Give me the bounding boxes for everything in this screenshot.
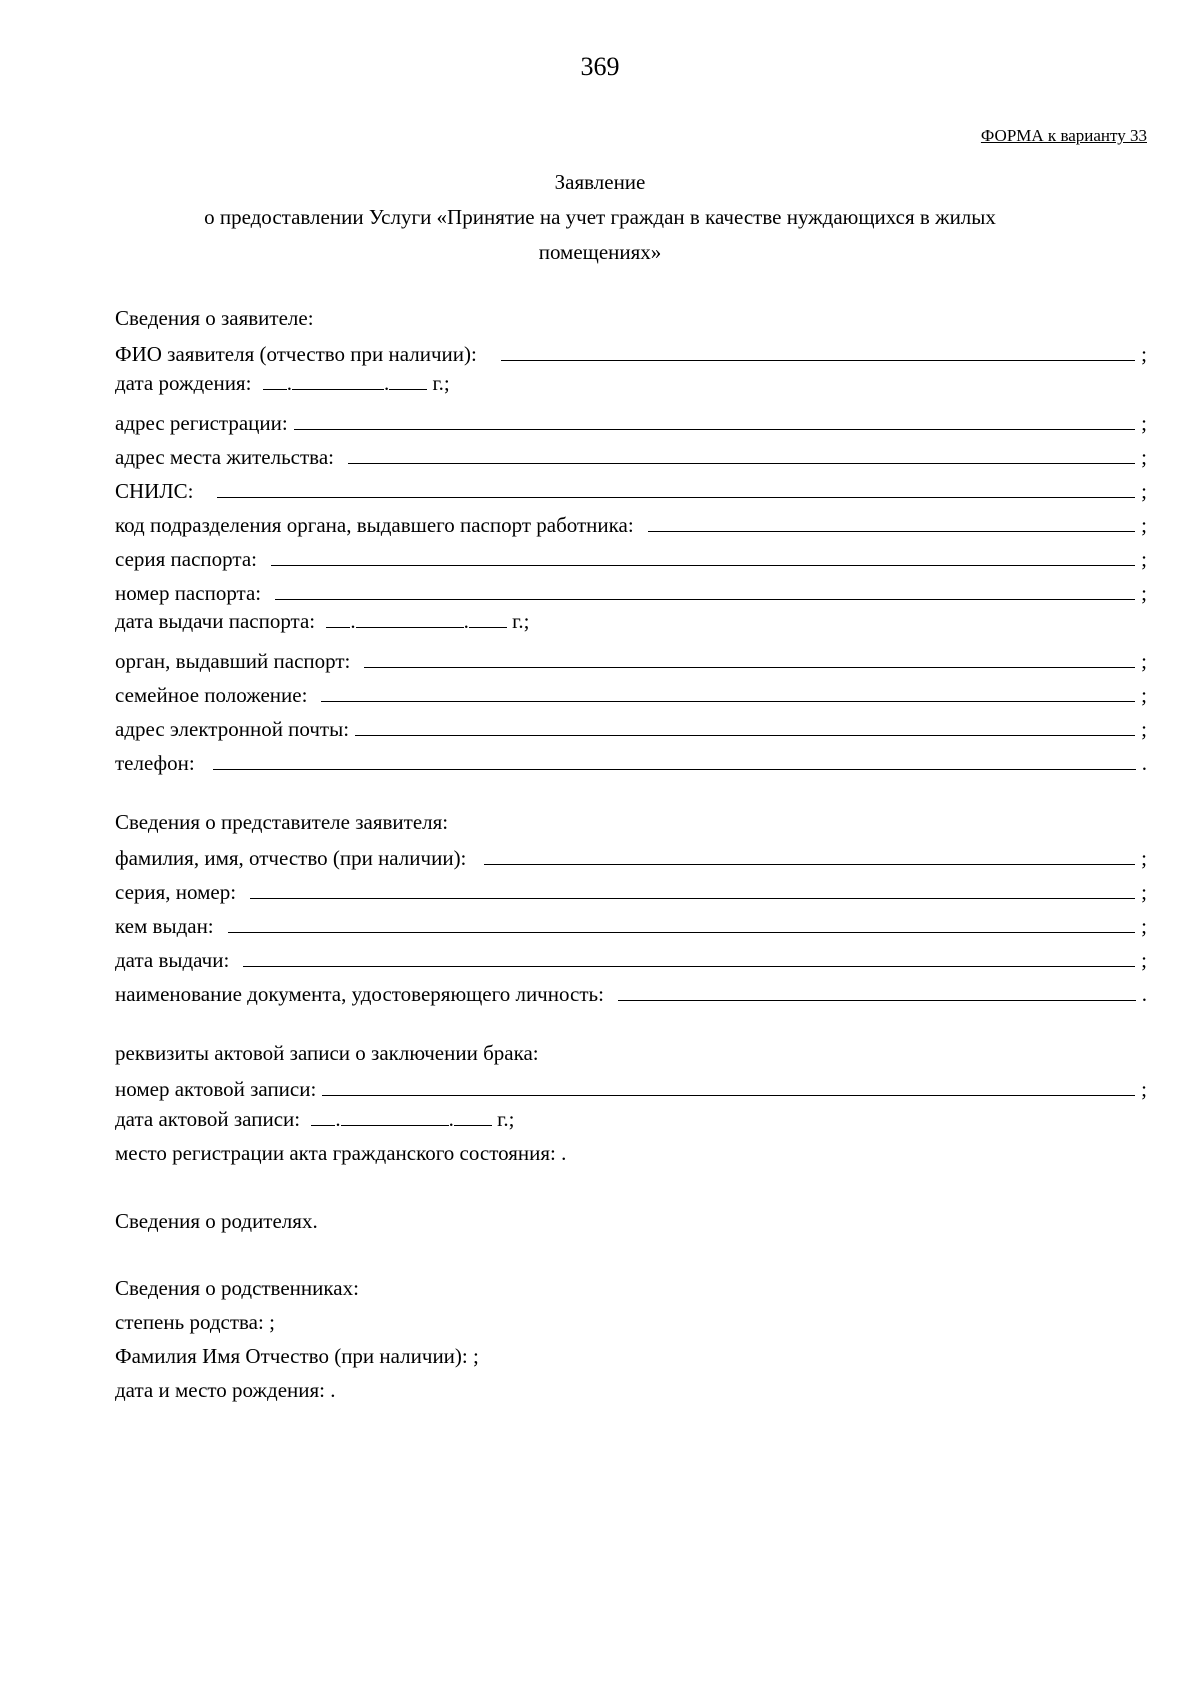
marriage-heading: реквизиты актовой записи о заключении брака:	[115, 1041, 539, 1065]
email-field[interactable]	[115, 705, 1147, 742]
year-blank[interactable]	[469, 626, 507, 628]
terminator: ;	[1141, 880, 1147, 904]
dot: .	[335, 1107, 341, 1131]
document-subtitle: о предоставлении Услуги «Принятие на учет граждан в качестве нуждающихся в жилых	[204, 205, 996, 229]
passport-series-field[interactable]	[115, 535, 1147, 572]
year-suffix: г.;	[432, 371, 450, 395]
live-address-blank[interactable]	[348, 462, 1135, 464]
passport-series-blank[interactable]	[271, 564, 1135, 566]
representative-heading: Сведения о представителе заявителя:	[115, 810, 449, 834]
terminator: ;	[1141, 445, 1147, 469]
snils-field[interactable]	[115, 467, 1147, 504]
division-code-field[interactable]	[115, 501, 1147, 538]
division-code-label: код подразделения органа, выдавшего паспорт работника:	[115, 513, 634, 537]
day-blank[interactable]	[326, 626, 350, 628]
month-blank[interactable]	[341, 1124, 449, 1126]
rep-fio-field[interactable]	[115, 834, 1147, 871]
terminator: ;	[1141, 1077, 1147, 1101]
passport-issuer-blank[interactable]	[364, 666, 1135, 668]
month-blank[interactable]	[356, 626, 464, 628]
reg-address-field[interactable]	[115, 399, 1147, 436]
birth-date-field[interactable]	[115, 371, 450, 396]
passport-number-label: номер паспорта:	[115, 581, 262, 605]
passport-issuer-label: орган, выдавший паспорт:	[115, 649, 351, 673]
terminator: ;	[1141, 411, 1147, 435]
rep-issuer-blank[interactable]	[228, 931, 1136, 933]
record-number-blank[interactable]	[322, 1094, 1135, 1096]
dot: .	[350, 609, 356, 633]
phone-field[interactable]	[115, 739, 1147, 776]
relatives-birth: дата и место рождения: .	[115, 1378, 336, 1402]
terminator: ;	[1141, 846, 1147, 870]
dot: .	[383, 371, 390, 395]
month-blank[interactable]	[292, 388, 384, 390]
reg-address-blank[interactable]	[294, 428, 1135, 430]
marital-status-blank[interactable]	[321, 700, 1135, 702]
terminator: ;	[1141, 547, 1147, 571]
email-label: адрес электронной почты:	[115, 717, 350, 741]
terminator: ;	[1141, 914, 1147, 938]
registration-place: место регистрации акта гражданского состояния: .	[115, 1141, 567, 1165]
record-date-field[interactable]	[115, 1107, 514, 1132]
rep-series-label: серия, номер:	[115, 880, 237, 904]
rep-doc-field[interactable]	[115, 970, 1147, 1007]
relatives-fio: Фамилия Имя Отчество (при наличии): ;	[115, 1344, 479, 1368]
document-subtitle-cont: помещениях»	[538, 240, 662, 264]
terminator: ;	[1141, 683, 1147, 707]
rep-doc-blank[interactable]	[618, 999, 1136, 1001]
phone-blank[interactable]	[213, 768, 1136, 770]
record-number-field[interactable]	[115, 1065, 1147, 1102]
passport-number-blank[interactable]	[275, 598, 1135, 600]
passport-series-label: серия паспорта:	[115, 547, 257, 571]
live-address-label: адрес места жительства:	[115, 445, 334, 469]
day-blank[interactable]	[311, 1124, 335, 1126]
marital-status-label: семейное положение:	[115, 683, 308, 707]
rep-doc-label: наименование документа, удостоверяющего личность:	[115, 982, 604, 1006]
day-blank[interactable]	[263, 388, 287, 390]
terminator: .	[1141, 751, 1147, 775]
rep-series-blank[interactable]	[250, 897, 1135, 899]
marital-status-field[interactable]	[115, 671, 1147, 708]
year-suffix: г.;	[497, 1107, 515, 1131]
live-address-field[interactable]	[115, 433, 1147, 470]
dot: .	[463, 609, 469, 633]
passport-date-field[interactable]	[115, 609, 529, 634]
division-code-blank[interactable]	[648, 530, 1135, 532]
email-blank[interactable]	[355, 734, 1135, 736]
record-number-label: номер актовой записи:	[115, 1077, 317, 1101]
terminator: ;	[1141, 581, 1147, 605]
rep-date-label: дата выдачи:	[115, 948, 230, 972]
year-suffix: г.;	[512, 609, 530, 633]
snils-label: СНИЛС:	[115, 479, 194, 503]
dot: .	[448, 1107, 454, 1131]
applicant-fio-field[interactable]	[115, 330, 1147, 367]
form-reference: ФОРМА к варианту 33	[980, 126, 1147, 145]
applicant-heading: Сведения о заявителе:	[115, 306, 314, 330]
applicant-fio-label: ФИО заявителя (отчество при наличии):	[115, 342, 477, 366]
terminator: ;	[1141, 717, 1147, 741]
rep-issuer-field[interactable]	[115, 902, 1147, 939]
applicant-fio-blank[interactable]	[501, 359, 1135, 361]
terminator: ;	[1141, 513, 1147, 537]
dot: .	[286, 371, 292, 395]
relatives-degree: степень родства: ;	[115, 1310, 275, 1334]
reg-address-label: адрес регистрации:	[115, 411, 288, 435]
terminator: ;	[1141, 948, 1147, 972]
year-blank[interactable]	[389, 388, 427, 390]
terminator: .	[1141, 982, 1147, 1006]
rep-fio-blank[interactable]	[484, 863, 1135, 865]
rep-date-blank[interactable]	[243, 965, 1135, 967]
terminator: ;	[1141, 649, 1147, 673]
parents-heading: Сведения о родителях.	[115, 1209, 318, 1233]
phone-label: телефон:	[115, 751, 195, 775]
passport-number-field[interactable]	[115, 569, 1147, 606]
snils-blank[interactable]	[217, 496, 1135, 498]
rep-date-field[interactable]	[115, 936, 1147, 973]
relatives-heading: Сведения о родственниках:	[115, 1276, 359, 1300]
passport-date-label: дата выдачи паспорта:	[115, 609, 316, 633]
passport-issuer-field[interactable]	[115, 637, 1147, 674]
rep-issuer-label: кем выдан:	[115, 914, 214, 938]
page-number: 369	[580, 52, 620, 81]
birth-date-label: дата рождения:	[115, 371, 252, 395]
terminator: ;	[1141, 479, 1147, 503]
record-date-label: дата актовой записи:	[115, 1107, 301, 1131]
year-blank[interactable]	[454, 1124, 492, 1126]
rep-series-field[interactable]	[115, 868, 1147, 905]
document-title: Заявление	[554, 170, 646, 194]
rep-fio-label: фамилия, имя, отчество (при наличии):	[115, 846, 467, 870]
terminator: ;	[1141, 342, 1147, 366]
